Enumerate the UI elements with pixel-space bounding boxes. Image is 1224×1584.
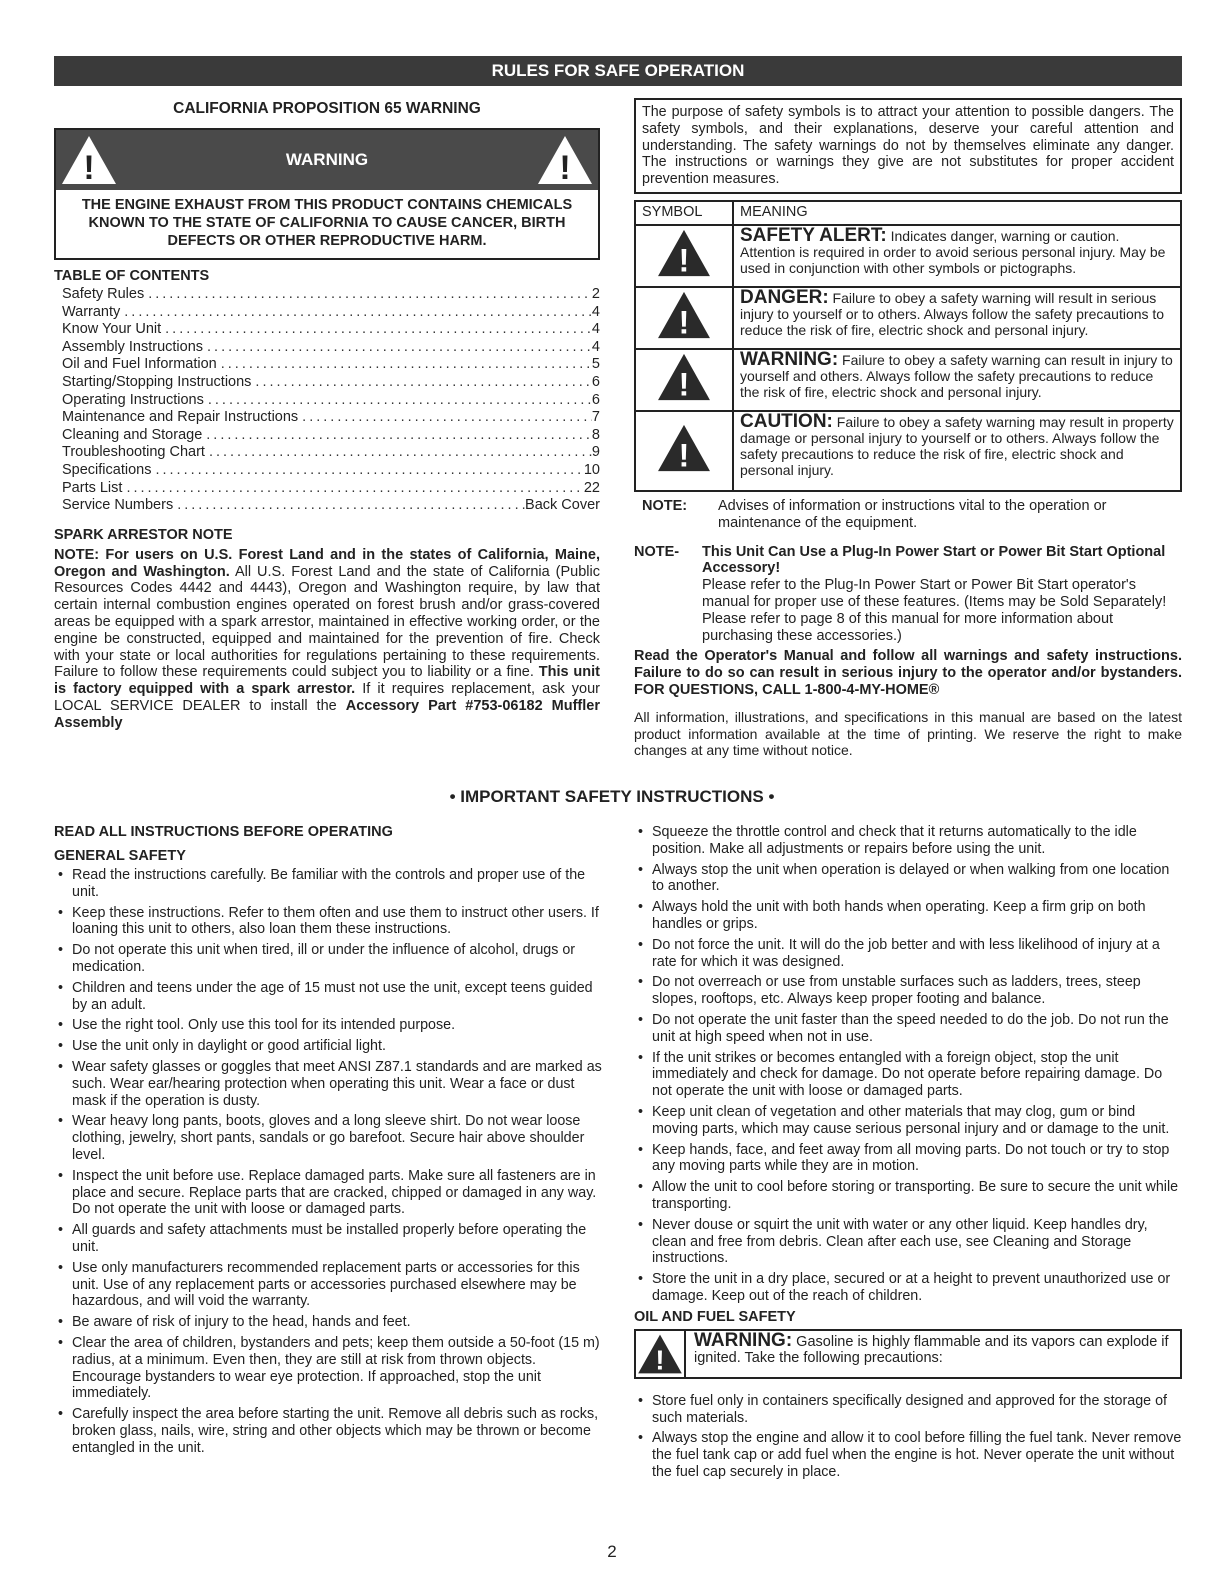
toc-page: 4 [591,321,600,338]
symbol-cell [635,225,733,287]
list-item: • Always stop the engine and allow it to cool before filling the fuel tank. Never remove the fuel tank cap or add fuel when the engine is hot. Never operate the unit without the fuel cap securely in place. [634,1430,1182,1480]
symbol-keyword: CAUTION: [740,410,833,432]
toc-row [62,339,600,357]
oil-fuel-heading: OIL AND FUEL SAFETY [634,1308,796,1325]
prop65-text: THE ENGINE EXHAUST FROM THIS PRODUCT CONTAINS CHEMICALS KNOWN TO THE STATE OF CALIFORNIA TO CAUSE CANCER, BIRTH DEFECTS OR OTHER REPRODUCTIVE HARM. [81,197,573,249]
list-item: • If the unit strikes or becomes entangled with a foreign object, stop the unit immediately and check for damage. Do not operate before repairing damage. Do not operate the unit with loose or damaged parts. [634,1050,1182,1100]
page-number: 2 [607,1542,617,1561]
symbol-text: Failure to obey a safety warning will result in serious injury to yourself or to others. Always follow the safety precautions to reduce the risk of fire, electric shock and personal injury. [740,289,1165,338]
symbol-text: Failure to obey a safety warning can result in injury to yourself and others. Always follow the safety precautions to reduce the risk of fire, electric shock and personal injury. [740,351,1173,400]
symbol-cell [635,349,733,411]
important-title: • IMPORTANT SAFETY INSTRUCTIONS • [449,787,775,806]
list-item: • Squeeze the throttle control and check that it returns automatically to the idle position. Make all adjustments or repairs before using the unit. [634,824,1182,858]
oil-warning-text [686,1331,1180,1377]
toc-row [62,356,600,374]
toc-leader [207,339,592,357]
svg-text:!: ! [678,365,690,403]
toc-label: Assembly Instructions [62,338,204,355]
toc-label: Troubleshooting Chart [62,444,205,461]
toc-page: 6 [591,373,600,390]
safety-alert-triangle-icon [656,228,712,278]
spark-bold-2: This unit is factory equipped with a spark arrestor. [54,664,600,698]
list-item: • Never douse or squirt the unit with water or any other liquid. Keep handles dry, clean and free from debris. Clean after each use, see Cleaning and Storage instructions. [634,1217,1182,1267]
toc-title: TABLE OF CONTENTS [54,268,210,284]
symbol-row [635,349,1181,411]
toc-label: Cleaning and Storage [62,426,203,443]
oil-warning-keyword: WARNING: [694,1329,793,1351]
purpose-box: The purpose of safety symbols is to attract your attention to possible dangers. The safety symbols, and their explanations, deserve your careful attention and understanding. The safety warnings do not by themselves eliminate any danger. The instructions or warnings they give are not substitutes for proper accident prevention measures. [634,98,1182,194]
warning-triangle-icon [636,1333,684,1375]
symbol-text: Failure to obey a safety warning may result in property damage or personal injury to yourself or to others. Always follow the safety precautions to reduce the risk of fire, electric shock and personal injury. [740,413,1174,478]
table-of-contents [62,286,600,515]
general-safety-list-right [634,824,1182,1305]
spark-bold-3: Accessory Part #753-06182 Muffler Assembly [54,697,600,731]
toc-row [62,409,600,427]
prop65-title: CALIFORNIA PROPOSITION 65 WARNING [173,100,481,117]
spark-title: SPARK ARRESTOR NOTE [54,526,233,543]
symbol-cell [635,411,733,491]
meaning-cell [733,411,1181,491]
toc-page: 4 [591,303,600,320]
list-item: • Keep hands, face, and feet away from all moving parts. Do not touch or try to stop any moving parts while they are in motion. [634,1142,1182,1176]
note-1-label: NOTE: [642,497,688,514]
lower-left-column [54,824,602,1461]
note-1-text: Advises of information or instructions vital to the operation or maintenance of the equipment. [718,497,1107,531]
toc-leader [148,286,592,304]
oil-warning-box [634,1329,1182,1379]
svg-text:!: ! [83,149,95,186]
spark-text-2: If it requires replacement, ask your LOCAL SERVICE DEALER to install the [54,681,600,714]
toc-leader [302,409,592,427]
symbol-keyword: DANGER: [740,286,829,308]
list-item: • Do not overreach or use from unstable surfaces such as ladders, trees, steep slopes, rooftops, etc. Always keep proper footing and balance. [634,974,1182,1008]
spark-paragraph [54,547,600,732]
list-item: • Wear safety glasses or goggles that meet ANSI Z87.1 standards and are marked as such. Wear ear/hearing protection when operating this unit. Wear a face or dust mask if the operation is dusty. [54,1059,602,1109]
symbol-row [635,225,1181,287]
list-item: • Store the unit in a dry place, secured or at a height to prevent unauthorized use or damage. Keep out of the reach of children. [634,1271,1182,1305]
svg-text:!: ! [678,303,690,341]
note-2-text: Please refer to the Plug-In Power Start or Power Bit Start operator's manual for proper use of these features. (Items may be Sold Separately! Please refer to page 8 of this manual for more information about purchasing these accessories.) [702,577,1167,644]
warning-triangle-icon [536,134,594,186]
section-banner: RULES FOR SAFE OPERATION [54,56,1182,86]
toc-label: Service Numbers [62,497,174,514]
toc-label: Safety Rules [62,286,145,302]
toc-leader [209,444,592,462]
toc-label: Starting/Stopping Instructions [62,373,252,390]
list-item: • Clear the area of children, bystanders and pets; keep them outside a 50-foot (15 m) radius, at a minimum. Even then, they are still at risk from thrown objects. Encourage bystanders to wear eye protection. If approached, stop the unit immediately. [54,1335,602,1402]
oil-warning-symbol [636,1331,686,1377]
list-item: • Use the unit only in daylight or good artificial light. [54,1038,602,1055]
list-item: • Inspect the unit before use. Replace damaged parts. Make sure all fasteners are in place and secure. Replace parts that are cracked, chipped or damaged in any way. Do not operate the unit with loose or damaged parts. [54,1168,602,1218]
right-top-column [634,98,1182,759]
toc-label: Parts List [62,479,123,496]
list-item: • Allow the unit to cool before storing or transporting. Be sure to secure the unit while transporting. [634,1179,1182,1213]
toc-label: Oil and Fuel Information [62,356,217,373]
list-item: • Children and teens under the age of 15 must not use the unit, except teens guided by an adult. [54,980,602,1014]
list-item: • Be aware of risk of injury to the head, hands and feet. [54,1314,602,1331]
symbol-header: SYMBOL [635,201,733,225]
list-item: • Keep unit clean of vegetation and other materials that may clog, gum or bind moving parts, which may cause serious personal injury and or damage to the unit. [634,1104,1182,1138]
left-top-column [54,100,600,731]
toc-label: Know Your Unit [62,321,162,338]
toc-page: 22 [583,479,600,496]
toc-row [62,304,600,322]
read-all-heading: READ ALL INSTRUCTIONS BEFORE OPERATING [54,824,393,840]
toc-leader [221,356,592,374]
oil-fuel-list [634,1393,1182,1481]
general-safety-heading: GENERAL SAFETY [54,848,186,864]
toc-leader [126,480,583,498]
toc-row [62,444,600,462]
toc-label: Specifications [62,461,152,478]
toc-leader [155,462,583,480]
meaning-cell [733,225,1181,287]
toc-row [62,427,600,445]
note-2 [634,544,1182,645]
list-item: • Use only manufacturers recommended replacement parts or accessories for this unit. Use of any replacement parts or accessories purchased elsewhere may be hazardous, and will void the warranty. [54,1260,602,1310]
note-2-bold: This Unit Can Use a Plug-In Power Start or Power Bit Start Optional Accessory! [702,543,1166,577]
meaning-cell [733,349,1181,411]
warning-triangle-icon [656,352,712,402]
all-info: All information, illustrations, and specifications in this manual are based on the latest product information available at the time of printing. We reserve the right to make changes at any time without notice. [634,708,1182,759]
toc-row [62,321,600,339]
note-1 [634,498,1182,532]
spark-bold-1: NOTE: For users on U.S. Forest Land and in the states of California, Maine, Oregon and Washington. [54,546,600,580]
toc-row [62,392,600,410]
caution-triangle-icon [656,423,712,473]
svg-text:!: ! [678,436,690,474]
toc-label: Warranty [62,303,121,320]
toc-page: 5 [591,356,600,373]
toc-page: 7 [591,409,600,426]
list-item: • Keep these instructions. Refer to them often and use them to instruct other users. If loaning this unit to others, also loan them these instructions. [54,905,602,939]
symbol-keyword: WARNING: [740,348,839,370]
lower-right-column [634,824,1182,1485]
toc-label: Operating Instructions [62,391,204,408]
toc-row [62,497,600,515]
note-2-label: NOTE- [634,543,680,560]
list-item: • Carefully inspect the area before starting the unit. Remove all debris such as rocks, broken glass, nails, wire, string and other objects which may be thrown or become entangled in the unit. [54,1406,602,1456]
toc-leader [206,427,592,445]
read-manual: Read the Operator's Manual and follow all warnings and safety instructions. Failure to do so can result in serious injury to the operator and/or bystanders. FOR QUESTIONS, CALL 1-800-4-MY-HOME® [634,648,1182,698]
toc-leader [124,304,592,322]
symbol-row [635,287,1181,349]
svg-text:!: ! [559,149,571,186]
list-item: • Store fuel only in containers specifically designed and approved for the storage of such materials. [634,1393,1182,1427]
meaning-header: MEANING [733,201,1181,225]
svg-text:!: ! [655,1344,665,1375]
toc-page: 6 [591,391,600,408]
list-item: • Use the right tool. Only use this tool for its intended purpose. [54,1017,602,1034]
prop65-bar-label: WARNING [285,150,369,169]
toc-page: 8 [591,426,600,443]
toc-label: Maintenance and Repair Instructions [62,409,299,426]
list-item: • Do not operate the unit faster than the speed needed to do the job. Do not run the unit at high speed when not in use. [634,1012,1182,1046]
prop65-warning-box [54,128,600,260]
svg-text:!: ! [678,241,690,279]
toc-row [62,286,600,304]
toc-page: 9 [591,444,600,461]
list-item: • Always hold the unit with both hands when operating. Keep a firm grip on both handles or grips. [634,899,1182,933]
symbol-row [635,411,1181,491]
prop65-warning-bar [56,130,598,190]
toc-row [62,480,600,498]
toc-row [62,374,600,392]
toc-leader [208,392,592,410]
toc-page: 10 [583,461,600,478]
list-item: • Do not force the unit. It will do the job better and with less likelihood of injury at a rate for which it was designed. [634,937,1182,971]
general-safety-list-left [54,867,602,1457]
toc-page: Back Cover [525,497,600,514]
meaning-cell [733,287,1181,349]
list-item: • Always stop the unit when operation is delayed or when walking from one location to another. [634,862,1182,896]
toc-page: 2 [591,286,600,302]
toc-leader [165,321,592,339]
spark-text-1: All U.S. Forest Land and the state of California (Public Resources Codes 4442 and 4443), Oregon and Washington require, by law that certain internal combustion engines operated on forest brush and/or grass-covered areas be equipped with a spark arrestor, maintained in effective working order, or the engine be constructed, equipped and maintained for the prevention of fire. Check with your state or local authorities for regulations pertaining to these requirements. Failure to follow these requirements could subject you to liability or a fine. [54,563,600,681]
list-item: • Do not operate this unit when tired, ill or under the influence of alcohol, drugs or medication. [54,942,602,976]
toc-leader [177,497,525,515]
toc-leader [255,374,592,392]
danger-triangle-icon [656,290,712,340]
list-item: • Read the instructions carefully. Be familiar with the controls and proper use of the unit. [54,867,602,901]
symbol-cell [635,287,733,349]
list-item: • All guards and safety attachments must be installed properly before operating the unit. [54,1222,602,1256]
symbol-keyword: SAFETY ALERT: [740,224,887,246]
symbol-text: Indicates danger, warning or caution. Attention is required in order to avoid serious personal injury. May be used in conjunction with other symbols or pictographs. [740,227,1166,276]
toc-page: 4 [591,338,600,355]
oil-warning-body: Gasoline is highly flammable and its vapors can explode if ignited. Take the following precautions: [694,1333,1169,1366]
toc-row [62,462,600,480]
warning-triangle-icon [60,134,118,186]
symbol-table [634,200,1182,492]
list-item: • Wear heavy long pants, boots, gloves and a long sleeve shirt. Do not wear loose clothing, jewelry, short pants, sandals or go barefoot. Secure hair above shoulder level. [54,1113,602,1163]
